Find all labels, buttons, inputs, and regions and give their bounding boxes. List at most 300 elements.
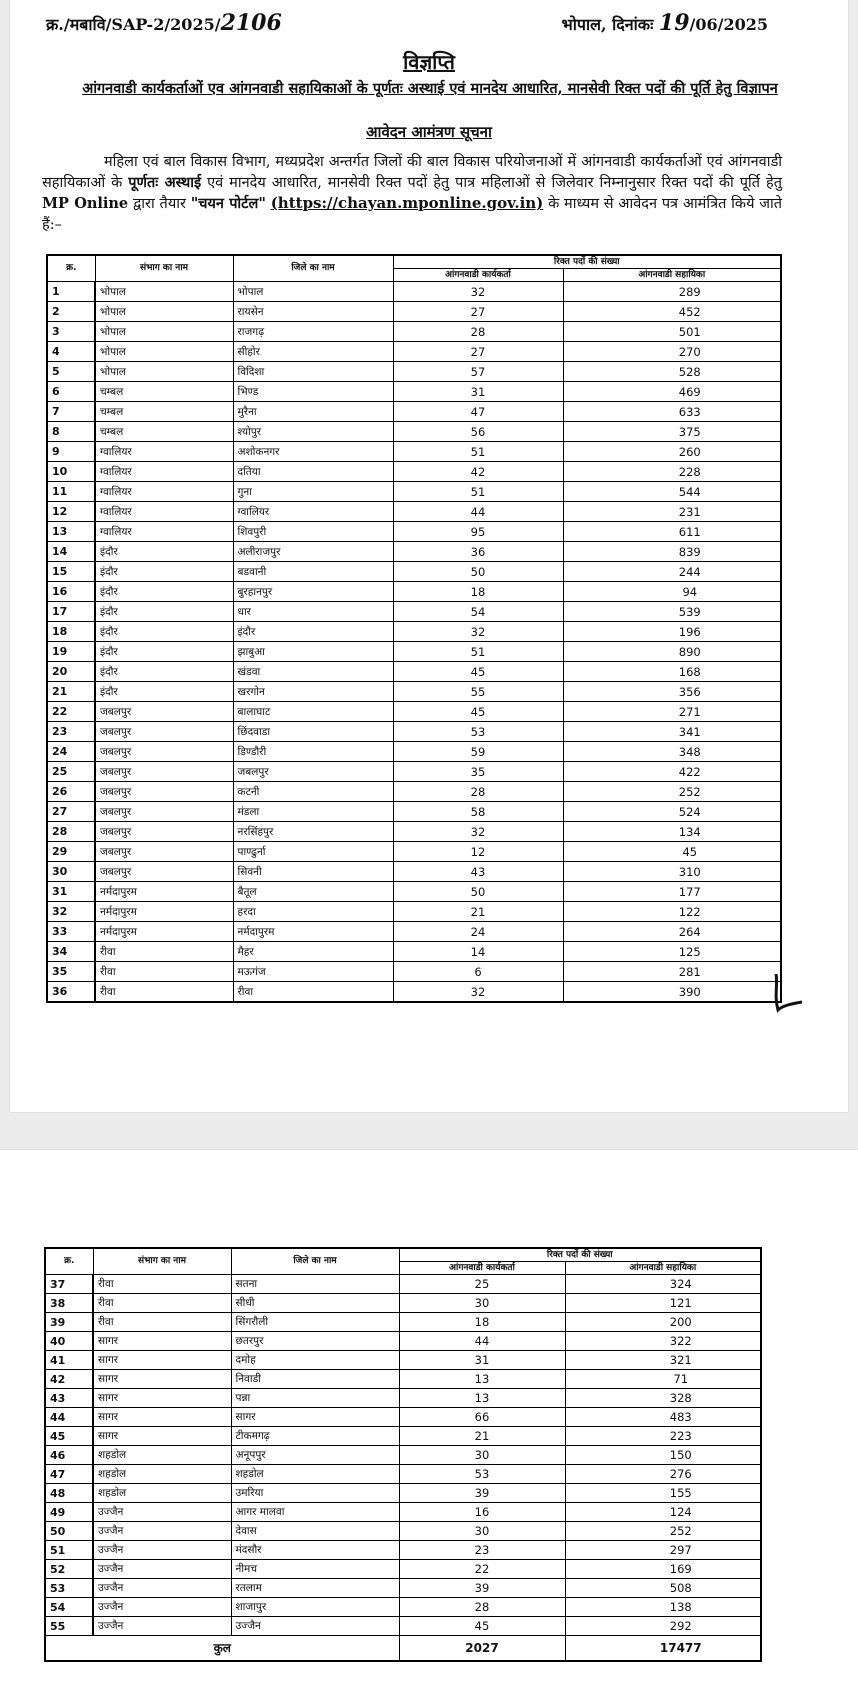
row-sno: 42	[45, 1370, 93, 1389]
row-sno: 31	[47, 882, 95, 902]
reference-number: क्र./मबावि/SAP-2/2025/2106	[46, 10, 282, 36]
intro-paragraph: महिला एवं बाल विकास विभाग, मध्यप्रदेश अन्तर्गत जिलों की बाल विकास परियोजनाओं में आंगनवाडी कार्यकर्ताओं एवं आंगनवाडी सहायिकाओं के पूर्णतः अस्थाई एवं मानदेय आधारित, मानसेवी रिक्त पदों हेतु पात्र महिलाओं से जिलेवार निम्नानुसार रिक्त पदों की पूर्ति हेतु MP Online द्वारा तैयार "चयन पोर्टल" (https://chayan.mponline.gov.in) के माध्यम से आवेदन पत्र आमंत्रित किये जाते हैं:–	[42, 154, 783, 233]
table-row	[47, 462, 781, 482]
row-sno: 2	[47, 302, 95, 322]
row-sno: 24	[47, 742, 95, 762]
row-district: दमोह	[231, 1351, 399, 1370]
row-workers: 31	[399, 1351, 565, 1370]
row-workers: 28	[399, 1598, 565, 1617]
table-row	[47, 602, 781, 622]
row-helpers: 169	[565, 1560, 761, 1579]
row-workers: 13	[399, 1370, 565, 1389]
row-helpers: 322	[565, 1332, 761, 1351]
table-row	[47, 582, 781, 602]
row-district: रायसेन	[233, 302, 393, 322]
row-division: भोपाल	[95, 362, 233, 382]
row-district: रीवा	[233, 982, 393, 1003]
row-sno: 54	[45, 1598, 93, 1617]
row-sno: 41	[45, 1351, 93, 1370]
row-sno: 6	[47, 382, 95, 402]
row-workers: 18	[393, 582, 563, 602]
vacancy-table-page-1	[46, 254, 782, 1003]
ref-handwritten-number: 2106	[220, 10, 282, 36]
row-division: नर्मदापुरम	[95, 922, 233, 942]
row-helpers: 328	[565, 1389, 761, 1408]
row-sno: 17	[47, 602, 95, 622]
row-district: डिण्डौरी	[233, 742, 393, 762]
row-workers: 50	[393, 882, 563, 902]
row-workers: 58	[393, 802, 563, 822]
row-workers: 32	[393, 622, 563, 642]
row-district: मऊगंज	[233, 962, 393, 982]
row-division: इंदौर	[95, 562, 233, 582]
row-sno: 11	[47, 482, 95, 502]
date-line: भोपाल, दिनांकः 19/06/2025	[561, 10, 768, 36]
row-district: ग्वालियर	[233, 502, 393, 522]
row-workers: 30	[399, 1294, 565, 1313]
row-district: देवास	[231, 1522, 399, 1541]
row-helpers: 125	[563, 942, 781, 962]
date-handwritten-day: 19	[658, 10, 690, 36]
row-helpers: 122	[563, 902, 781, 922]
table-row	[47, 862, 781, 882]
row-division: जबलपुर	[95, 842, 233, 862]
table-row	[47, 522, 781, 542]
row-sno: 53	[45, 1579, 93, 1598]
table-row	[47, 382, 781, 402]
row-district: भोपाल	[233, 282, 393, 302]
row-sno: 52	[45, 1560, 93, 1579]
row-workers: 30	[399, 1446, 565, 1465]
row-sno: 28	[47, 822, 95, 842]
row-division: उज्जैन	[93, 1579, 231, 1598]
row-division: रीवा	[93, 1294, 231, 1313]
row-division: जबलपुर	[95, 702, 233, 722]
row-sno: 47	[45, 1465, 93, 1484]
row-district: विदिशा	[233, 362, 393, 382]
row-helpers: 71	[565, 1370, 761, 1389]
table-row	[45, 1332, 761, 1351]
row-division: रीवा	[95, 982, 233, 1003]
table-row	[47, 402, 781, 422]
row-workers: 45	[393, 702, 563, 722]
row-workers: 23	[399, 1541, 565, 1560]
row-workers: 44	[393, 502, 563, 522]
row-workers: 21	[393, 902, 563, 922]
row-workers: 56	[393, 422, 563, 442]
row-sno: 37	[45, 1275, 93, 1294]
row-district: शिवपुरी	[233, 522, 393, 542]
table-row	[45, 1370, 761, 1389]
row-sno: 25	[47, 762, 95, 782]
row-division: सागर	[93, 1408, 231, 1427]
row-division: इंदौर	[95, 622, 233, 642]
total-workers: 2027	[399, 1636, 565, 1662]
row-workers: 14	[393, 942, 563, 962]
row-helpers: 310	[563, 862, 781, 882]
row-workers: 35	[393, 762, 563, 782]
row-division: रीवा	[95, 942, 233, 962]
table-row	[47, 422, 781, 442]
row-division: इंदौर	[95, 682, 233, 702]
row-sno: 16	[47, 582, 95, 602]
row-division: सागर	[93, 1332, 231, 1351]
table-row	[47, 342, 781, 362]
row-helpers: 124	[565, 1503, 761, 1522]
row-district: मंडला	[233, 802, 393, 822]
row-sno: 10	[47, 462, 95, 482]
row-sno: 4	[47, 342, 95, 362]
row-workers: 16	[399, 1503, 565, 1522]
header-sno: क्र.	[47, 255, 95, 282]
row-division: नर्मदापुरम	[95, 882, 233, 902]
row-district: नीमच	[231, 1560, 399, 1579]
row-sno: 50	[45, 1522, 93, 1541]
row-sno: 3	[47, 322, 95, 342]
table-row	[45, 1294, 761, 1313]
row-sno: 36	[47, 982, 95, 1003]
row-sno: 38	[45, 1294, 93, 1313]
row-workers: 13	[399, 1389, 565, 1408]
row-sno: 48	[45, 1484, 93, 1503]
row-helpers: 281	[563, 962, 781, 982]
row-workers: 59	[393, 742, 563, 762]
row-division: उज्जैन	[93, 1541, 231, 1560]
table-row	[47, 562, 781, 582]
row-sno: 8	[47, 422, 95, 442]
row-helpers: 252	[563, 782, 781, 802]
table-row	[47, 942, 781, 962]
row-district: सीधी	[231, 1294, 399, 1313]
row-division: उज्जैन	[93, 1617, 231, 1636]
row-district: जबलपुर	[233, 762, 393, 782]
table-row	[45, 1503, 761, 1522]
row-district: उज्जैन	[231, 1617, 399, 1636]
row-workers: 18	[399, 1313, 565, 1332]
row-sno: 44	[45, 1408, 93, 1427]
row-division: भोपाल	[95, 322, 233, 342]
row-sno: 29	[47, 842, 95, 862]
table-row	[47, 802, 781, 822]
table-row	[47, 902, 781, 922]
row-district: हरदा	[233, 902, 393, 922]
row-sno: 21	[47, 682, 95, 702]
header-workers: आंगनवाडी कार्यकर्ता	[393, 269, 563, 282]
row-district: सिंगरौली	[231, 1313, 399, 1332]
row-helpers: 341	[563, 722, 781, 742]
row-workers: 43	[393, 862, 563, 882]
row-sno: 13	[47, 522, 95, 542]
row-workers: 31	[393, 382, 563, 402]
row-district: अशोकनगर	[233, 442, 393, 462]
row-workers: 36	[393, 542, 563, 562]
row-sno: 5	[47, 362, 95, 382]
row-district: छिंदवाडा	[233, 722, 393, 742]
table-row	[45, 1522, 761, 1541]
vacancy-table-page-2	[44, 1247, 762, 1662]
table-row	[45, 1560, 761, 1579]
table-row	[47, 322, 781, 342]
row-workers: 27	[393, 302, 563, 322]
row-division: उज्जैन	[93, 1598, 231, 1617]
table-row	[47, 282, 781, 302]
row-division: रीवा	[93, 1313, 231, 1332]
row-sno: 20	[47, 662, 95, 682]
table-row	[47, 682, 781, 702]
table-row	[47, 822, 781, 842]
row-workers: 12	[393, 842, 563, 862]
row-helpers: 134	[563, 822, 781, 842]
header-vacancies: रिक्त पदों की संख्या	[393, 255, 781, 269]
table-row	[47, 782, 781, 802]
notice-subtitle-2: आवेदन आमंत्रण सूचना	[366, 123, 492, 141]
row-helpers: 390	[563, 982, 781, 1003]
row-district: शाजापुर	[231, 1598, 399, 1617]
table-row	[47, 962, 781, 982]
row-helpers: 228	[563, 462, 781, 482]
row-workers: 39	[399, 1579, 565, 1598]
row-district: श्योपुर	[233, 422, 393, 442]
row-helpers: 356	[563, 682, 781, 702]
row-district: पाण्ढुर्ना	[233, 842, 393, 862]
row-helpers: 289	[563, 282, 781, 302]
row-helpers: 270	[563, 342, 781, 362]
row-workers: 45	[399, 1617, 565, 1636]
table-row	[47, 502, 781, 522]
row-workers: 50	[393, 562, 563, 582]
row-district: बैतूल	[233, 882, 393, 902]
row-workers: 95	[393, 522, 563, 542]
table-row	[45, 1541, 761, 1560]
row-division: जबलपुर	[95, 742, 233, 762]
row-division: भोपाल	[95, 282, 233, 302]
row-division: जबलपुर	[95, 722, 233, 742]
row-division: रीवा	[93, 1275, 231, 1294]
table-row	[47, 982, 781, 1003]
row-helpers: 168	[563, 662, 781, 682]
row-sno: 22	[47, 702, 95, 722]
total-row	[45, 1636, 761, 1662]
row-district: उमरिया	[231, 1484, 399, 1503]
row-helpers: 271	[563, 702, 781, 722]
row-sno: 43	[45, 1389, 93, 1408]
header-helpers: आंगनवाडी सहायिका	[563, 269, 781, 282]
row-helpers: 244	[563, 562, 781, 582]
table-row	[47, 542, 781, 562]
row-district: इंदौर	[233, 622, 393, 642]
row-division: रीवा	[95, 962, 233, 982]
row-helpers: 452	[563, 302, 781, 322]
row-division: चम्बल	[95, 422, 233, 442]
row-workers: 28	[393, 782, 563, 802]
row-helpers: 138	[565, 1598, 761, 1617]
row-sno: 46	[45, 1446, 93, 1465]
table-row	[45, 1446, 761, 1465]
row-district: अलीराजपुर	[233, 542, 393, 562]
row-division: भोपाल	[95, 342, 233, 362]
row-district: दतिया	[233, 462, 393, 482]
row-workers: 25	[399, 1275, 565, 1294]
row-workers: 39	[399, 1484, 565, 1503]
row-division: चम्बल	[95, 382, 233, 402]
row-helpers: 611	[563, 522, 781, 542]
row-helpers: 260	[563, 442, 781, 462]
row-division: इंदौर	[95, 662, 233, 682]
row-division: इंदौर	[95, 542, 233, 562]
row-sno: 15	[47, 562, 95, 582]
row-district: झाबुआ	[233, 642, 393, 662]
row-district: शहडोल	[231, 1465, 399, 1484]
row-district: आगर मालवा	[231, 1503, 399, 1522]
table-row	[47, 642, 781, 662]
table-row	[45, 1275, 761, 1294]
row-workers: 44	[399, 1332, 565, 1351]
row-workers: 66	[399, 1408, 565, 1427]
row-division: सागर	[93, 1427, 231, 1446]
header-helpers-2: आंगनवाडी सहायिका	[565, 1262, 761, 1275]
row-sno: 39	[45, 1313, 93, 1332]
table-row	[47, 742, 781, 762]
table-row	[45, 1598, 761, 1617]
row-district: मुरैना	[233, 402, 393, 422]
row-helpers: 231	[563, 502, 781, 522]
row-district: पन्ना	[231, 1389, 399, 1408]
row-workers: 32	[393, 282, 563, 302]
table-row	[47, 842, 781, 862]
row-workers: 54	[393, 602, 563, 622]
header-district: जिले का नाम	[233, 255, 393, 282]
row-helpers: 539	[563, 602, 781, 622]
pen-mark-icon	[768, 970, 808, 1020]
table-row	[45, 1408, 761, 1427]
row-helpers: 524	[563, 802, 781, 822]
notice-subtitle: आंगनवाडी कार्यकर्ताओं एव आंगनवाडी सहायिकाओं के पूर्णतः अस्थाई एवं मानदेय आधारित, मानसेवी रिक्त पदों की पूर्ति हेतु विज्ञापन	[82, 80, 778, 97]
row-division: सागर	[93, 1351, 231, 1370]
row-district: सागर	[231, 1408, 399, 1427]
row-division: उज्जैन	[93, 1503, 231, 1522]
row-sno: 9	[47, 442, 95, 462]
row-helpers: 223	[565, 1427, 761, 1446]
header-vacancies-2: रिक्त पदों की संख्या	[399, 1248, 761, 1262]
row-division: इंदौर	[95, 602, 233, 622]
row-workers: 53	[393, 722, 563, 742]
row-division: जबलपुर	[95, 782, 233, 802]
row-division: उज्जैन	[93, 1560, 231, 1579]
row-division: शहडोल	[93, 1465, 231, 1484]
row-workers: 53	[399, 1465, 565, 1484]
row-district: खंडवा	[233, 662, 393, 682]
row-division: भोपाल	[95, 302, 233, 322]
row-district: गुना	[233, 482, 393, 502]
row-district: बुरहानपुर	[233, 582, 393, 602]
row-district: मंदसौर	[231, 1541, 399, 1560]
row-helpers: 94	[563, 582, 781, 602]
row-district: टीकमगढ़	[231, 1427, 399, 1446]
row-sno: 51	[45, 1541, 93, 1560]
row-helpers: 196	[563, 622, 781, 642]
row-workers: 51	[393, 642, 563, 662]
row-helpers: 839	[563, 542, 781, 562]
row-sno: 35	[47, 962, 95, 982]
row-workers: 28	[393, 322, 563, 342]
row-district: धार	[233, 602, 393, 622]
table-row	[47, 362, 781, 382]
row-division: सागर	[93, 1370, 231, 1389]
row-sno: 30	[47, 862, 95, 882]
row-sno: 45	[45, 1427, 93, 1446]
row-division: इंदौर	[95, 642, 233, 662]
row-sno: 49	[45, 1503, 93, 1522]
row-workers: 47	[393, 402, 563, 422]
row-district: बडवानी	[233, 562, 393, 582]
table-row	[47, 722, 781, 742]
row-sno: 18	[47, 622, 95, 642]
row-division: ग्वालियर	[95, 502, 233, 522]
table-row	[45, 1484, 761, 1503]
row-workers: 6	[393, 962, 563, 982]
table-row	[47, 762, 781, 782]
row-helpers: 483	[565, 1408, 761, 1427]
row-district: बालाघाट	[233, 702, 393, 722]
row-helpers: 155	[565, 1484, 761, 1503]
notice-title: विज्ञप्ति	[403, 50, 455, 74]
row-workers: 57	[393, 362, 563, 382]
header-division: संभाग का नाम	[95, 255, 233, 282]
table-row	[47, 482, 781, 502]
table-row	[45, 1617, 761, 1636]
row-sno: 26	[47, 782, 95, 802]
row-workers: 45	[393, 662, 563, 682]
row-workers: 32	[393, 822, 563, 842]
header-sno-2: क्र.	[45, 1248, 93, 1275]
row-division: ग्वालियर	[95, 442, 233, 462]
row-sno: 34	[47, 942, 95, 962]
row-helpers: 200	[565, 1313, 761, 1332]
row-helpers: 150	[565, 1446, 761, 1465]
row-sno: 7	[47, 402, 95, 422]
row-workers: 55	[393, 682, 563, 702]
row-division: नर्मदापुरम	[95, 902, 233, 922]
row-helpers: 45	[563, 842, 781, 862]
row-division: चम्बल	[95, 402, 233, 422]
table-row	[47, 302, 781, 322]
row-district: निवाडी	[231, 1370, 399, 1389]
table-row	[45, 1465, 761, 1484]
row-division: ग्वालियर	[95, 462, 233, 482]
row-sno: 27	[47, 802, 95, 822]
document-page-1	[10, 0, 848, 1112]
row-helpers: 177	[563, 882, 781, 902]
row-district: नरसिंहपुर	[233, 822, 393, 842]
row-division: जबलपुर	[95, 762, 233, 782]
row-district: खरगोन	[233, 682, 393, 702]
row-workers: 30	[399, 1522, 565, 1541]
table-row	[45, 1389, 761, 1408]
row-helpers: 501	[563, 322, 781, 342]
row-workers: 51	[393, 442, 563, 462]
row-division: शहडोल	[93, 1446, 231, 1465]
table-row	[47, 702, 781, 722]
row-workers: 24	[393, 922, 563, 942]
row-sno: 14	[47, 542, 95, 562]
row-division: सागर	[93, 1389, 231, 1408]
header-workers-2: आंगनवाडी कार्यकर्ता	[399, 1262, 565, 1275]
table-row	[47, 442, 781, 462]
row-helpers: 264	[563, 922, 781, 942]
row-workers: 32	[393, 982, 563, 1003]
row-helpers: 422	[563, 762, 781, 782]
chayan-portal-link[interactable]: (https://chayan.mponline.gov.in)	[270, 194, 544, 212]
